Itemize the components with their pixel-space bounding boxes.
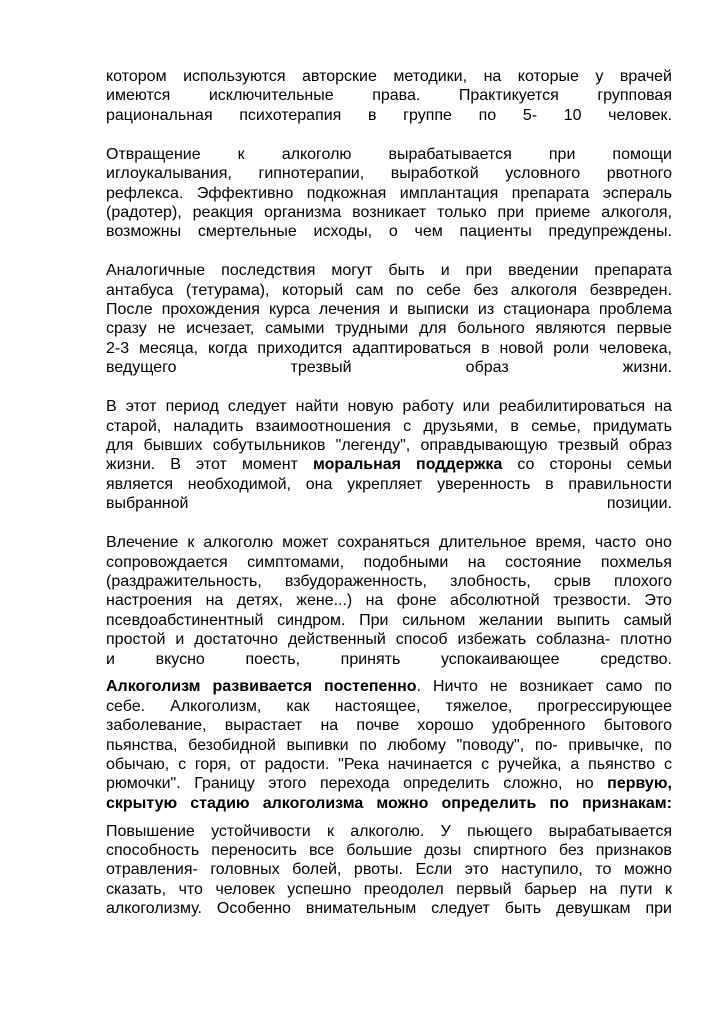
paragraph — [106, 67, 672, 125]
text-line: антабуса (тетурама), который сам по себе без алкоголя безвреден. — [106, 281, 672, 299]
text-line: себе. Алкоголизм, как настоящее, тяжелое, прогрессирующее — [106, 697, 672, 715]
text-line: рюмочки". Границу этого перехода определить сложно, но первую, — [106, 775, 672, 793]
text-line: ведущего трезвый образ жизни. — [106, 359, 672, 377]
paragraph-spacer — [106, 514, 672, 534]
text-line: Повышение устойчивости к алкоголю. У пьющего вырабатывается — [106, 822, 672, 840]
paragraph — [106, 261, 672, 377]
paragraph — [106, 822, 672, 919]
text-line: старой, наладить взаимоотношения с друзьями, в семье, придумать — [106, 417, 672, 435]
paragraph — [106, 677, 672, 813]
paragraph — [106, 397, 672, 513]
text-line: обычаю, с горя, от радости. "Река начинается с ручейка, а пьянство с — [106, 755, 672, 773]
paragraph — [106, 533, 672, 669]
text-line: способность переносить все большие дозы спиртного без признаков — [106, 842, 672, 860]
text-line: псевдоабстинентный синдром. При сильном желании выпить самый — [106, 611, 672, 629]
text-line: для бывших собутыльников "легенду", оправдывающую трезвый образ — [106, 437, 672, 455]
text-line: После прохождения курса лечения и выписки из стационара проблема — [106, 301, 672, 319]
text-line: настроения на детях, жене...) на фоне абсолютной трезвости. Это — [106, 592, 672, 610]
text-line: Отвращение к алкоголю вырабатывается при помощи — [106, 145, 672, 163]
text-line: заболевание, вырастает на почве хорошо удобренного бытового — [106, 717, 672, 735]
paragraph-spacer — [106, 242, 672, 262]
text-line: простой и достаточно действенный способ избежать соблазна- плотно — [106, 631, 672, 649]
text-line: котором используются авторские методики, на которые у врачей — [106, 68, 672, 85]
text-line: Алкоголизм развивается постепенно. Ничто не возникает само по — [106, 678, 672, 696]
text-line: рефлекса. Эффективно подкожная имплантация препарата эспераль — [106, 184, 672, 202]
paragraph-spacer — [106, 378, 672, 398]
text-line: является необходимой, она укрепляет уверенность в правильности — [106, 475, 672, 493]
text-line: Аналогичные последствия могут быть и при введении препарата — [106, 262, 672, 280]
text-line: В этот период следует найти новую работу или реабилитироваться на — [106, 398, 672, 416]
text-line: пьянства, безобидной выпивки по любому "поводу", по- привычке, по — [106, 736, 672, 754]
document-body — [106, 67, 672, 919]
text-line: сразу не исчезает, самыми трудными для больного являются первые — [106, 320, 672, 338]
text-line: отравления- головных болей, рвоты. Если это наступило, то можно — [106, 861, 672, 879]
text-line: выбранной позиции. — [106, 495, 672, 513]
text-line: жизни. В этот момент моральная поддержка со стороны семьи — [106, 456, 672, 474]
text-line: сопровождается симптомами, подобными на состояние похмелья — [106, 553, 672, 571]
text-line: рациональная психотерапия в группе по 5- 10 человек. — [106, 106, 672, 124]
paragraph — [106, 145, 672, 242]
text-line: скрытую стадию алкоголизма можно определить по признакам: — [106, 794, 672, 812]
text-line: алкоголизму. Особенно внимательным следует быть девушкам при — [106, 900, 672, 918]
text-line: 2-3 месяца, когда приходится адаптироваться в новой роли человека, — [106, 339, 672, 357]
text-line: (раздражительность, взбудораженность, злобность, срыв плохого — [106, 572, 672, 590]
paragraph-spacer — [106, 813, 672, 822]
text-line: имеются исключительные права. Практикуется групповая — [106, 87, 672, 105]
text-line: сказать, что человек успешно преодолел первый барьер на пути к — [106, 880, 672, 898]
paragraph-spacer — [106, 125, 672, 145]
text-line: и вкусно поесть, принять успокаивающее средство. — [106, 650, 672, 668]
text-line: возможны смертельные исходы, о чем пациенты предупреждены. — [106, 223, 672, 241]
text-line: иглоукалывания, гипнотерапии, выработкой условного рвотного — [106, 165, 672, 183]
text-line: (радотер), реакция организма возникает только при приеме алкоголя, — [106, 203, 672, 221]
text-line: Влечение к алкоголю может сохраняться длительное время, часто оно — [106, 534, 672, 552]
paragraph-spacer — [106, 669, 672, 678]
